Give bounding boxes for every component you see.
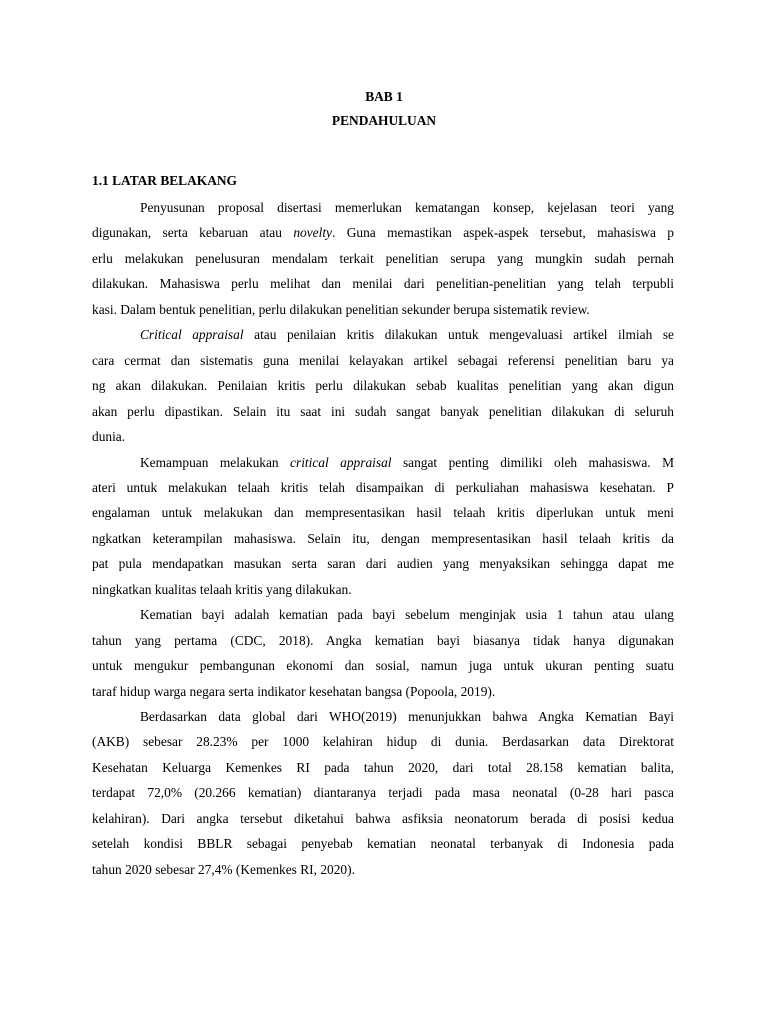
text-run: Kesehatan Keluarga Kemenkes RI pada tahun 2020, dari total 28.158 kematian balita, — [92, 759, 674, 775]
text-run: tahun yang pertama (CDC, 2018). Angka kematian bayi biasanya tidak hanya digunakan — [92, 632, 674, 648]
paragraph-line — [92, 348, 674, 373]
text-run: digunakan, serta kebaruan atau — [92, 225, 294, 241]
paragraph-line — [92, 551, 674, 576]
text-run: cara cermat dan sistematis guna menilai kelayakan artikel sebagai referensi penelitian baru ya — [92, 352, 674, 368]
paragraph-line — [92, 526, 674, 551]
paragraph-line — [92, 653, 674, 678]
text-run: terdapat 72,0% (20.266 kematian) diantaranya terjadi pada masa neonatal (0-28 hari pasca — [92, 785, 674, 801]
paragraph-line — [92, 475, 674, 500]
paragraph-line — [92, 729, 674, 754]
paragraph-line — [92, 831, 674, 856]
text-run: akan perlu dipastikan. Selain itu saat ini sudah sangat banyak penelitian dilakukan di seluruh — [92, 403, 674, 419]
section-heading: 1.1 LATAR BELAKANG — [92, 173, 237, 188]
text-run: ningkatkan kualitas telaah kritis yang dilakukan. — [92, 581, 352, 597]
paragraph-line — [140, 195, 674, 220]
paragraph-line — [92, 500, 674, 525]
text-run: dilakukan. Mahasiswa perlu melihat dan menilai dari penelitian-penelitian yang telah terpubli — [92, 276, 674, 292]
text-run: Kemampuan melakukan — [140, 454, 291, 470]
text-run: atau penilaian kritis dilakukan untuk mengevaluasi artikel ilmiah se — [243, 327, 674, 343]
italic-term: Critical appraisal — [140, 327, 244, 343]
text-run: engalaman untuk melakukan dan mempresentasikan hasil telaah kritis diperlukan untuk meni — [92, 505, 674, 521]
paragraph-line — [140, 704, 674, 729]
italic-term: critical appraisal — [290, 454, 392, 470]
text-run: Penyusunan proposal disertasi memerlukan kematangan konsep, kejelasan teori yang — [140, 200, 674, 215]
text-run: untuk mengukur pembangunan ekonomi dan sosial, namun juga untuk ukuran penting suatu — [92, 658, 674, 674]
paragraph-line — [92, 220, 674, 245]
paragraph-line — [92, 780, 674, 805]
paragraph-line — [92, 246, 674, 271]
text-run: ateri untuk melakukan telaah kritis telah disampaikan di perkuliahan mahasiswa kesehatan. P — [92, 479, 674, 495]
paragraph-line — [92, 577, 674, 602]
text-run: (AKB) sebesar 28.23% per 1000 kelahiran hidup di dunia. Berdasarkan data Direktorat — [92, 734, 674, 750]
paragraph-line — [92, 297, 674, 322]
paragraph-line — [92, 424, 674, 449]
text-run: tahun 2020 sebesar 27,4% (Kemenkes RI, 2020). — [92, 861, 355, 877]
chapter-title: PENDAHULUAN — [331, 113, 437, 128]
paragraph-line — [92, 271, 674, 296]
text-run: pat pula mendapatkan masukan serta saran dari audien yang menyaksikan sehingga dapat me — [92, 556, 674, 572]
paragraph-line — [140, 322, 674, 347]
text-run: ngkatkan keterampilan mahasiswa. Selain itu, dengan mempresentasikan hasil telaah kritis da — [92, 530, 674, 546]
text-run: erlu melakukan penelusuran mendalam terkait penelitian serupa yang mungkin sudah pernah — [92, 250, 674, 266]
text-run: . Guna memastikan aspek-aspek tersebut, mahasiswa p — [332, 225, 674, 241]
paragraph-line — [140, 450, 674, 475]
paragraph-line — [92, 679, 674, 704]
paragraph-line — [140, 602, 674, 627]
paragraph-line — [92, 373, 674, 398]
italic-term: novelty — [293, 225, 332, 241]
text-run: kasi. Dalam bentuk penelitian, perlu dilakukan penelitian sekunder berupa sistematik review. — [92, 301, 590, 317]
paragraph-line — [92, 806, 674, 831]
text-run: setelah kondisi BBLR sebagai penyebab kematian neonatal terbanyak di Indonesia pada — [92, 836, 674, 852]
text-run: sangat penting dimiliki oleh mahasiswa. M — [391, 454, 674, 470]
text-run: kelahiran). Dari angka tersebut diketahui bahwa asfiksia neonatorum berada di posisi kedua — [92, 810, 674, 826]
text-run: taraf hidup warga negara serta indikator kesehatan bangsa (Popoola, 2019). — [92, 683, 496, 699]
text-run: dunia. — [92, 429, 126, 444]
chapter-number: BAB 1 — [365, 89, 403, 104]
text-run: ng akan dilakukan. Penilaian kritis perlu dilakukan sebab kualitas penelitian yang akan digun — [92, 378, 674, 394]
text-run: Kematian bayi adalah kematian pada bayi sebelum menginjak usia 1 tahun atau ulang — [140, 607, 674, 623]
paragraph-line — [92, 857, 674, 882]
paragraph-line — [92, 628, 674, 653]
text-run: Berdasarkan data global dari WHO(2019) menunjukkan bahwa Angka Kematian Bayi — [140, 709, 674, 724]
paragraph-line — [92, 755, 674, 780]
paragraph-line — [92, 399, 674, 424]
